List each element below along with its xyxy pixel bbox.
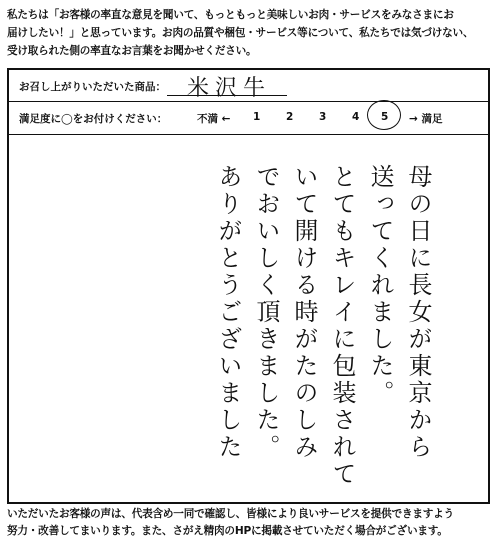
scale-right-label: → 満足 <box>409 113 443 125</box>
selected-rating-circle <box>367 100 401 130</box>
rating-option-1[interactable]: 1 <box>253 111 261 123</box>
satisfaction-label: 満足度に◯をお付けください： <box>19 113 168 125</box>
rating-option-4[interactable]: 4 <box>352 111 360 123</box>
comment-column: 送ってくれました。 <box>366 164 394 407</box>
intro-line: 私たちは「お客様の率直な意見を聞いて、もっともっと美味しいお肉・サービスをみなさまにお <box>7 9 454 21</box>
satisfaction-row <box>9 102 488 135</box>
intro-line: 届けしたい！」と思っています。お肉の品質や梱包・サービス等について、私たちでは気づけない、 <box>7 27 474 39</box>
comment-column: でおいしく頂きました。 <box>252 164 280 461</box>
product-row <box>9 70 488 102</box>
comment-column: とてもキレイに包装されて <box>328 164 356 488</box>
rating-option-2[interactable]: 2 <box>286 111 294 123</box>
feedback-form <box>7 68 490 504</box>
product-label: お召し上がりいただいた商品： <box>19 81 166 93</box>
intro-line: 受け取られた側の率直なお言葉をお聞かせください。 <box>7 45 257 57</box>
comment-column: 母の日に長女が東京から <box>404 164 432 461</box>
scale-left-label: 不満 ← <box>197 113 231 125</box>
comment-column: いて開ける時がたのしみ <box>290 164 318 461</box>
product-value: 米沢牛 <box>187 76 272 101</box>
outro-text <box>7 506 493 540</box>
comment-column: ありがとうございました <box>214 164 242 461</box>
intro-text <box>7 6 493 60</box>
outro-line: いただいたお客様の声は、代表含め一同で確認し、皆様により良いサービスを提供できますよう <box>7 508 454 520</box>
product-underline <box>167 95 287 96</box>
rating-option-5[interactable]: 5 <box>381 111 389 123</box>
rating-option-3[interactable]: 3 <box>319 111 327 123</box>
outro-line: 努力・改善してまいります。また、さがえ精肉のHPに掲載させていただく場合がございます。 <box>7 525 448 537</box>
